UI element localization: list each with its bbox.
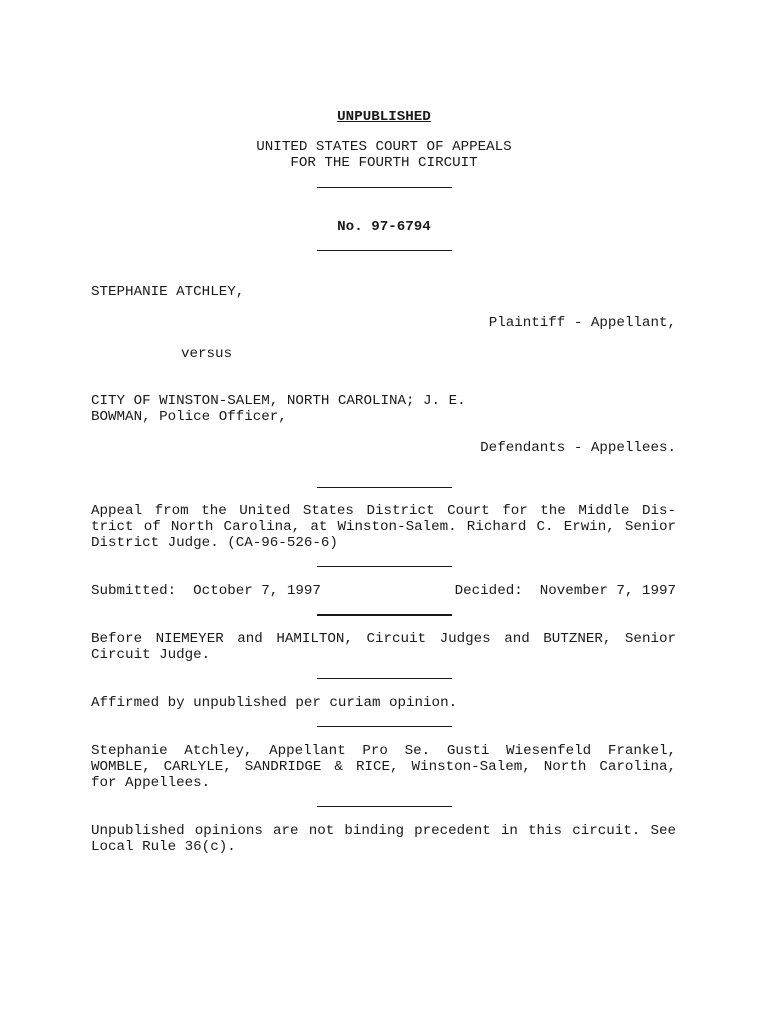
divider-8	[317, 806, 452, 807]
plaintiff-name: STEPHANIE ATCHLEY,	[91, 284, 245, 300]
panel-paragraph: Before NIEMEYER and HAMILTON, Circuit Judges and BUTZNER, Senior Circuit Judge.	[91, 631, 676, 663]
court-name-line2: FOR THE FOURTH CIRCUIT	[290, 155, 478, 171]
case-number: No. 97-6794	[337, 219, 431, 235]
divider-7	[317, 726, 452, 727]
disposition-line: Affirmed by unpublished per curiam opinion.	[91, 695, 458, 711]
notice-paragraph: Unpublished opinions are not binding precedent in this circuit. See Local Rule 36(c).	[91, 823, 676, 855]
versus-label: versus	[181, 346, 233, 362]
divider-1	[317, 187, 452, 188]
divider-2	[317, 250, 452, 251]
divider-5	[317, 614, 452, 616]
counsel-paragraph: Stephanie Atchley, Appellant Pro Se. Gusti Wiesenfeld Frankel, WOMBLE, CARLYLE, SANDRIDGE & RICE, Winston-Salem, North Carolina, for Appellees.	[91, 743, 676, 791]
defendants-line2: BOWMAN, Police Officer,	[91, 409, 287, 425]
court-name-line1: UNITED STATES COURT OF APPEALS	[256, 139, 512, 155]
defendants-role: Defendants - Appellees.	[480, 440, 676, 456]
divider-3	[317, 487, 452, 488]
unpublished-heading: UNPUBLISHED	[337, 109, 431, 125]
defendants-line1: CITY OF WINSTON-SALEM, NORTH CAROLINA; J. E.	[91, 393, 466, 409]
appeal-paragraph: Appeal from the United States District Court for the Middle Dis-trict of North Carolina, at Winston-Salem. Richard C. Erwin, Senior District Judge. (CA-96-526-6)	[91, 503, 676, 551]
divider-6	[317, 678, 452, 679]
dates-row	[91, 583, 676, 599]
decided-date: Decided: November 7, 1997	[454, 583, 676, 599]
submitted-date: Submitted: October 7, 1997	[91, 583, 321, 599]
divider-4	[317, 566, 452, 567]
plaintiff-role: Plaintiff - Appellant,	[488, 315, 676, 331]
